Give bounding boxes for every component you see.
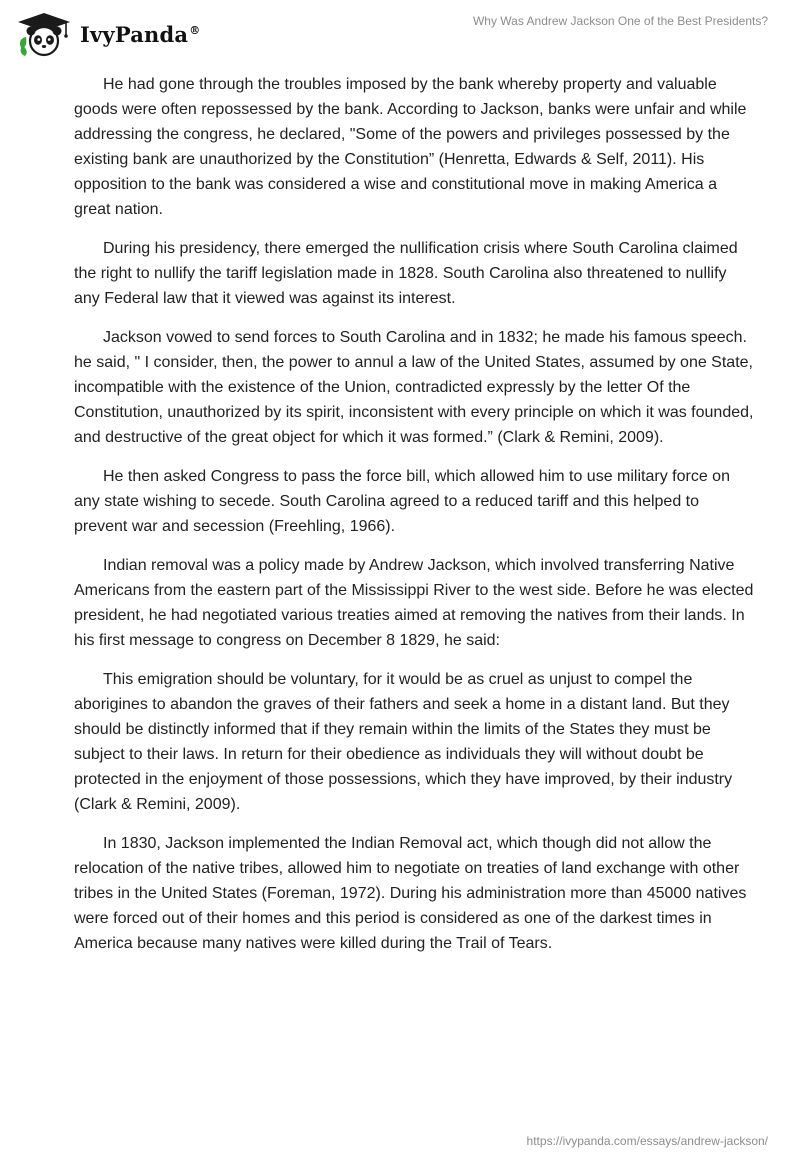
panda-graduation-cap-icon	[16, 11, 72, 57]
source-url[interactable]: https://ivypanda.com/essays/andrew-jackson/	[526, 1134, 768, 1148]
registered-mark: ®	[189, 23, 201, 37]
paragraph: In 1830, Jackson implemented the Indian Removal act, which though did not allow the relocation of the native tribes, allowed him to negotiate on treaties of land exchange with other tribes in the United States (Foreman, 1972). During his administration more than 45000 natives were forced out of their homes and this period is considered as one of the darkest times in America because many natives were killed during the Trail of Tears.	[74, 835, 747, 952]
ivypanda-logo[interactable]	[16, 10, 200, 58]
paragraph: During his presidency, there emerged the nullification crisis where South Carolina claimed the right to nullify the tariff legislation made in 1828. South Carolina also threatened to nullify any Federal law that it viewed was against its interest.	[74, 240, 738, 307]
paragraph: Indian removal was a policy made by Andrew Jackson, which involved transferring Native Americans from the eastern part of the Mississippi River to the west side. Before he was elected president, he had negotiated various treaties aimed at removing the natives from their lands. In his first message to congress on December 8 1829, he said:	[74, 557, 754, 649]
paragraph: This emigration should be voluntary, for it would be as cruel as unjust to compel the aborigines to abandon the graves of their fathers and seek a home in a distant land. But they should be distinctly informed that if they remain within the limits of the States they must be subject to their laws. In return for their obedience as individuals they will without doubt be protected in the enjoyment of those possessions, which they have improved, by their industry (Clark & Remini, 2009).	[74, 671, 733, 813]
paragraph: He then asked Congress to pass the force bill, which allowed him to use military force on any state wishing to secede. South Carolina agreed to a reduced tariff and this helped to prevent war and secession (Freehling, 1966).	[74, 468, 730, 535]
document-title: Why Was Andrew Jackson One of the Best Presidents?	[472, 14, 768, 28]
page-header	[0, 0, 800, 70]
paragraph: He had gone through the troubles imposed by the bank whereby property and valuable goods were often repossessed by the bank. According to Jackson, banks were unfair and while addressing the congress, he declared, "Some of the powers and privileges possessed by the existing bank are unauthorized by the Constitution” (Henretta, Edwards & Self, 2011). His opposition to the bank was considered a wise and constitutional move in making America a great nation.	[74, 76, 747, 218]
brand-name: IvyPanda®	[80, 21, 201, 47]
essay-body	[74, 72, 754, 970]
paragraph: Jackson vowed to send forces to South Carolina and in 1832; he made his famous speech. he said, " I consider, then, the power to annul a law of the United States, assumed by one State, incompatible with the existence of the Union, contradicted expressly by the letter Of the Constitution, unauthorized by its spirit, inconsistent with every principle on which it was founded, and destructive of the great object for which it was formed.” (Clark & Remini, 2009).	[74, 329, 754, 446]
